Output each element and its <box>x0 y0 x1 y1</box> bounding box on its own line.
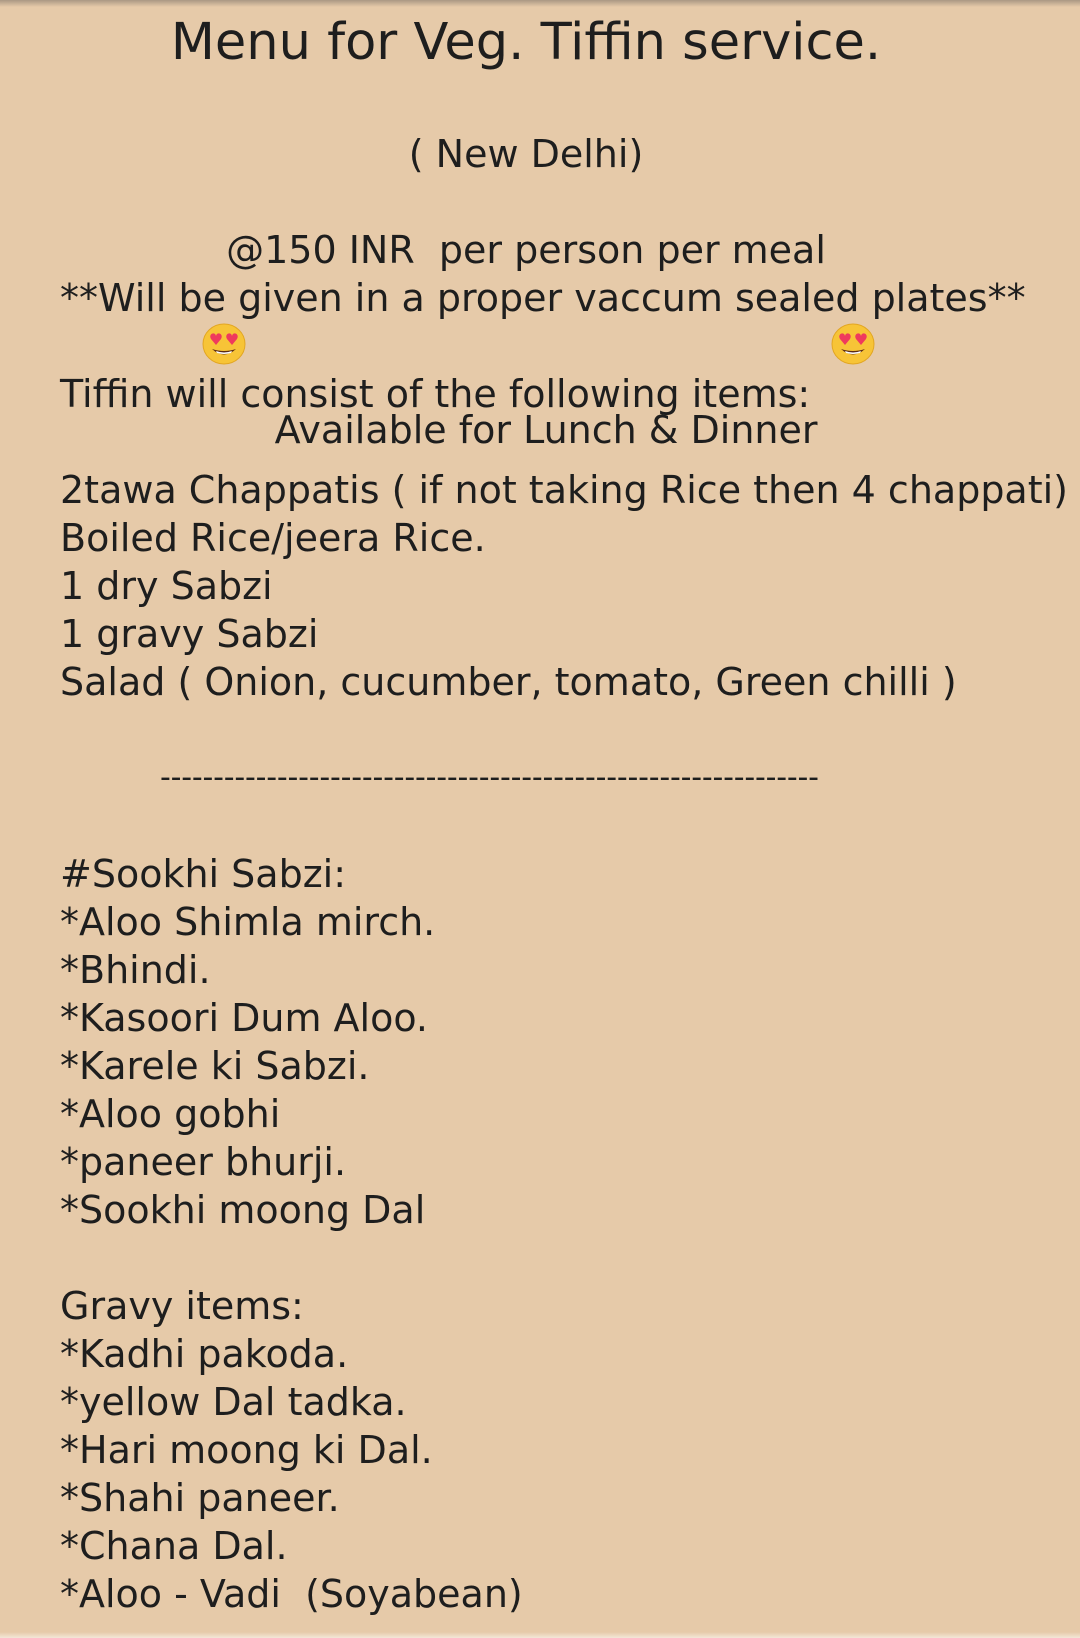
gravy-item: *Chana Dal. <box>60 1524 288 1568</box>
tiffin-item: Boiled Rice/jeera Rice. <box>60 516 486 560</box>
divider-line: -------------------------------------------------------------- <box>160 760 819 795</box>
sookhi-sabzi-item: *Karele ki Sabzi. <box>60 1044 370 1088</box>
sookhi-sabzi-item: *Kasoori Dum Aloo. <box>60 996 428 1040</box>
page-title: Menu for Veg. Tiffin service. <box>170 13 882 72</box>
sookhi-sabzi-item: *Aloo Shimla mirch. <box>60 900 436 944</box>
gravy-item: *Shahi paneer. <box>60 1476 340 1520</box>
availability-text: Available for Lunch & Dinner <box>274 408 818 452</box>
tiffin-item: Salad ( Onion, cucumber, tomato, Green chilli ) <box>60 660 957 704</box>
gravy-item: *Aloo - Vadi (Soyabean) <box>60 1572 523 1616</box>
tiffin-item: 1 dry Sabzi <box>60 564 273 608</box>
top-edge-shadow <box>0 0 1080 7</box>
bottom-edge-highlight <box>0 1632 1080 1638</box>
sookhi-sabzi-heading: #Sookhi Sabzi: <box>60 852 347 896</box>
price-line: @150 INR per person per meal <box>226 228 826 272</box>
sookhi-sabzi-item: *Aloo gobhi <box>60 1092 281 1136</box>
gravy-item: *Kadhi pakoda. <box>60 1332 349 1376</box>
gravy-heading: Gravy items: <box>60 1284 304 1328</box>
tiffin-intro: Tiffin will consist of the following items: <box>60 372 811 416</box>
tiffin-item: 2tawa Chappatis ( if not taking Rice then 4 chappati) <box>60 468 1069 512</box>
gravy-item: *yellow Dal tadka. <box>60 1380 407 1424</box>
sookhi-sabzi-item: *paneer bhurji. <box>60 1140 347 1184</box>
sookhi-sabzi-item: *Bhindi. <box>60 948 211 992</box>
location-line: ( New Delhi) <box>408 132 644 176</box>
tiffin-item: 1 gravy Sabzi <box>60 612 319 656</box>
sookhi-sabzi-item: *Sookhi moong Dal <box>60 1188 426 1232</box>
gravy-item: *Hari moong ki Dal. <box>60 1428 433 1472</box>
packaging-note: **Will be given in a proper vaccum sealed plates** <box>60 276 1026 320</box>
